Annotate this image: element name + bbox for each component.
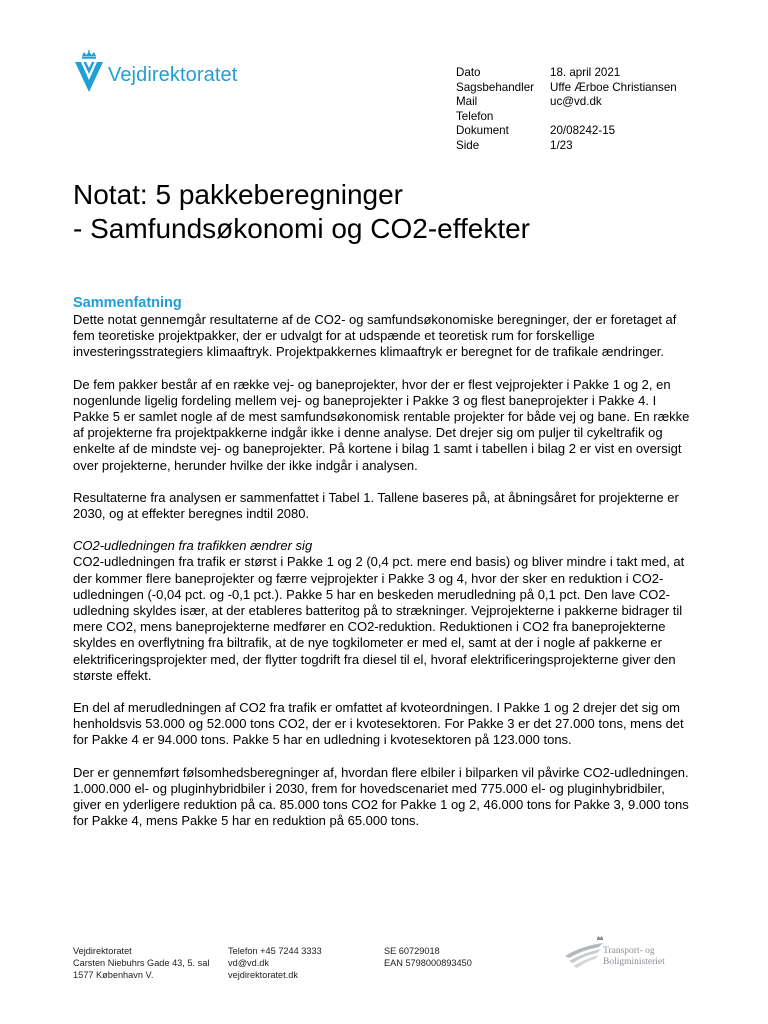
footer-phone: Telefon +45 7244 3333 xyxy=(228,946,322,956)
footer-line: Vejdirektoratet xyxy=(73,946,132,956)
footer-contact xyxy=(228,946,322,981)
meta-value: 18. april 2021 xyxy=(550,66,621,79)
meta-row-date xyxy=(456,66,677,81)
meta-row-phone xyxy=(456,110,677,125)
crown-shield-icon xyxy=(72,50,106,96)
footer-line: SE 60729018 xyxy=(384,946,440,956)
ministry-line-2: Boligministeriet xyxy=(603,957,665,967)
meta-row-document xyxy=(456,124,677,139)
ministry-logo xyxy=(563,936,703,976)
meta-row-caseworker xyxy=(456,81,677,96)
paragraph: En del af merudledningen af CO2 fra trafik er omfattet af kvoteordningen. I Pakke 1 og 2 drejer det sig om henholdsvis 53.000 og 52.000 tons CO2, der er i kvotesektoren. For Pakke 3 er det 27.000 tons, mens det for Pakke 4 er 94.000 tons. Pakke 5 har en udledning i kvotesektoren på 123.000 tons. xyxy=(73,700,684,748)
meta-row-page xyxy=(456,139,677,154)
meta-value: Uffe Ærboe Christiansen xyxy=(550,80,677,94)
document-meta xyxy=(456,66,677,154)
meta-value: 1/23 xyxy=(550,138,573,152)
paragraph: Dette notat gennemgår resultaterne af de CO2- og samfundsøkonomiske beregninger, der er foretaget af fem teoretiske projektpakker, der er udvalgt for at udspænde et teoretisk rum for forskellige investeringsstrategiers klimaaftryk. Projektpakkernes klimaaftryk er beregnet for de trafikale ændringer. xyxy=(73,312,677,360)
page-title xyxy=(73,178,693,246)
footer-address xyxy=(73,946,209,981)
meta-label: Side xyxy=(456,138,480,152)
footer-line: 1577 København V. xyxy=(73,969,154,980)
meta-value: 20/08242-15 xyxy=(550,124,616,138)
paragraph: De fem pakker består af en række vej- og baneprojekter, hvor der er flest vejprojekter i Pakke 1 og 2, en nogenlunde ligelig fordeling mellem vej- og baneprojekter i Pakke 3 og flest baneprojekter i Pakke 4. I Pakke 5 er samlet nogle af de mest samfundsøkonomisk rentable projekter for både vej og bane. En række af projekterne fra projektpakkerne indgår ikke i denne analyse. Det drejer sig om puljer til cykeltrafik og enkelte af de mindste vej- og baneprojekter. På kortene i bilag 1 samt i tabellen i bilag 2 er vist en oversigt over projekterne, herunder hvilke der ikke indgår i analysen. xyxy=(73,376,690,473)
footer-ids xyxy=(384,946,472,970)
meta-row-mail xyxy=(456,95,677,110)
footer-website-link[interactable]: vejdirektoratet.dk xyxy=(228,969,298,980)
title-line-2: - Samfundsøkonomi og CO2-effekter xyxy=(73,213,531,244)
document-body xyxy=(73,294,695,845)
meta-value: uc@vd.dk xyxy=(550,95,602,109)
meta-label: Mail xyxy=(456,95,478,109)
meta-label: Dato xyxy=(456,66,481,79)
paragraph: CO2-udledningen fra trafik er størst i Pakke 1 og 2 (0,4 pct. mere end basis) og bliver mindre i takt med, at der kommer flere baneprojekter og færre vejprojekter i Pakke 3 og 4, hvor der sker en reduktion i CO2-udledningen (-0,04 pct. og -0,1 pct.). Pakke 5 har en beskeden merudledning på 0,1 pct. Den lave CO2-udledning skyldes især, at der etableres batteritog på to strækninger. Vejprojekterne i pakkerne bidrager til mere CO2, mens baneprojekterne medfører en CO2-reduktion. Reduktionen i CO2 fra baneprojekterne skyldes en overflytning fra biltrafik, at de nye togkilometer er med el, samt at der i nogle af pakkerne er elektrificeringsprojekter med, der flytter togdrift fra diesel til el, hvoraf elektrificeringsprojekterne giver den største effekt. xyxy=(73,554,685,683)
ministry-name xyxy=(603,946,665,968)
meta-label: Telefon xyxy=(456,109,494,123)
brand-name: Vejdirektoratet xyxy=(108,64,238,86)
ministry-line-1: Transport- og xyxy=(603,946,655,956)
crown-wing-icon xyxy=(563,936,607,970)
section-subheading: CO2-udledningen fra trafikken ændrer sig xyxy=(73,538,313,554)
paragraph: Resultaterne fra analysen er sammenfattet i Tabel 1. Tallene baseres på, at åbningsåret for projekterne er 2030, og at effekter beregnes indtil 2080. xyxy=(73,489,679,522)
title-line-1: Notat: 5 pakkeberegninger xyxy=(73,179,403,210)
meta-label: Sagsbehandler xyxy=(456,80,534,94)
vejdirektoratet-logo xyxy=(72,50,252,96)
footer-email-link[interactable]: vd@vd.dk xyxy=(228,957,269,968)
meta-label: Dokument xyxy=(456,124,509,138)
paragraph: Der er gennemført følsomhedsberegninger af, hvordan flere elbiler i bilparken vil påvirke CO2-udledningen. 1.000.000 el- og pluginhybridbiler i 2030, frem for hovedscenariet med 775.000 el- og pluginhybridbiler, giver en yderligere reduktion på ca. 85.000 tons CO2 for Pakke 1 og 2, 46.000 tons for Pakke 3, 9.000 tons for Pakke 4, mens Pakke 5 har en reduktion på 65.000 tons. xyxy=(73,764,689,829)
section-heading: Sammenfatning xyxy=(73,295,182,311)
footer-line: EAN 5798000893450 xyxy=(384,957,472,968)
footer-line: Carsten Niebuhrs Gade 43, 5. sal xyxy=(73,957,210,968)
